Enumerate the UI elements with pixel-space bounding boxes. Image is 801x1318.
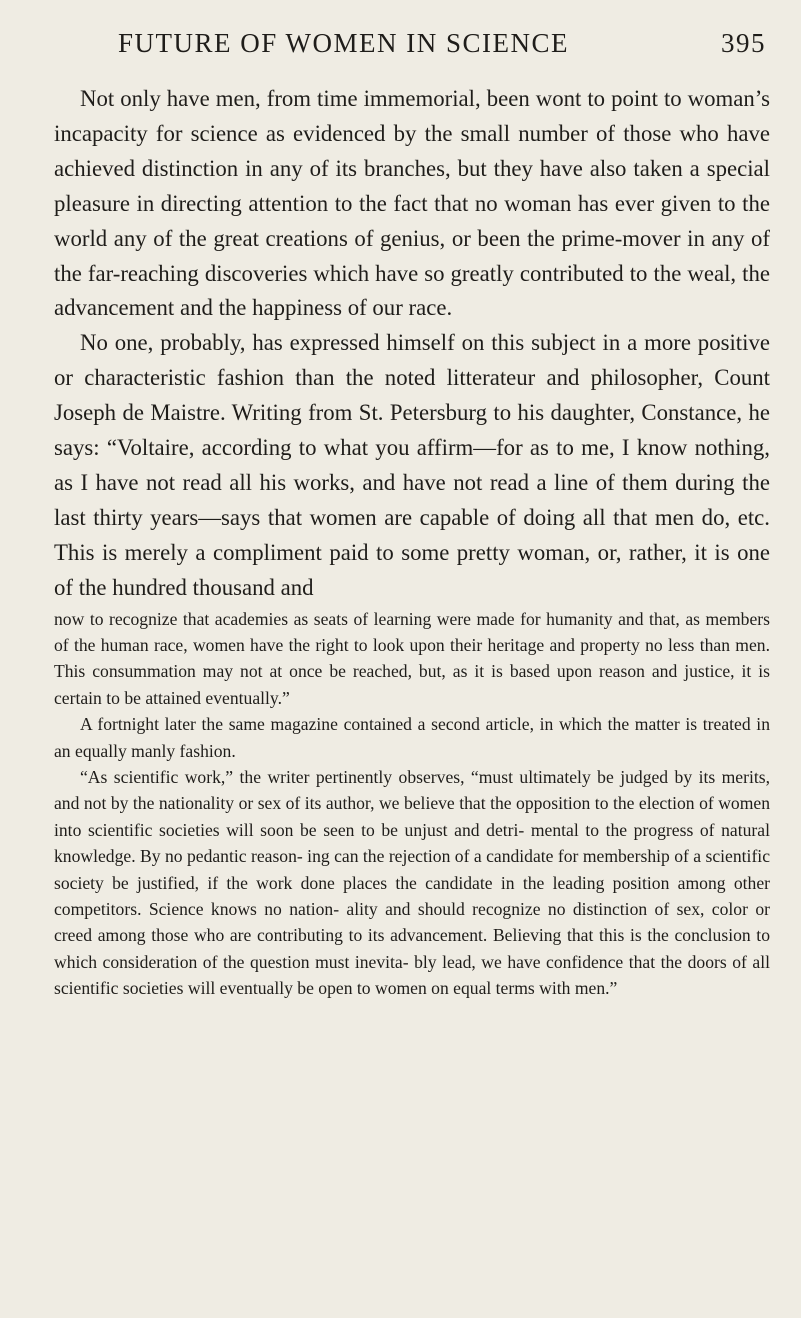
paragraph-2: No one, probably, has expressed himself on this subject in a more positive or characteristic fashion than the noted litterateur and philosopher, Count Joseph de Maistre. Writing from St. Petersburg to his daughter, Constance, he says: “Voltaire, according to what you affirm—for as to me, I know nothing, as I have not read all his works, and have not read a line of them during the last thirty years—says that women are capable of doing all that men do, etc. This is merely a compliment paid to some pretty woman, or, rather, it is one of the hundred thousand and: [54, 330, 770, 600]
main-text-block: [54, 82, 770, 606]
paragraph-5: “As scientific work,” the writer pertinently observes, “must ultimately be judged by its merits, and not by the nationality or sex of its author, we believe that the opposition to the election of women into scientific societies will soon be seen to be unjust and detri- mental to the progress of natural knowledge. By no pedantic reason- ing can the rejection of a candidate for membership of a scientific society be justified, if the work done places the candidate in the leading position among other competitors. Science knows no nation- ality and should recognize no distinction of sex, color or creed among those who are contributing to its advancement. Believing that this is the conclusion to which consideration of the question must inevita- bly lead, we have confidence that the doors of all scientific societies will eventually be open to women on equal terms with men.”: [54, 767, 770, 999]
running-header: [30, 22, 766, 62]
page-number: 395: [721, 28, 766, 58]
running-title: FUTURE OF WOMEN IN SCIENCE: [118, 28, 570, 58]
body-text: [54, 82, 770, 1002]
paragraph-4: A fortnight later the same magazine contained a second article, in which the matter is treated in an equally manly fashion.: [54, 714, 770, 761]
quoted-text-block: [54, 606, 770, 1002]
paragraph-1: Not only have men, from time immemorial, been wont to point to woman’s incapacity for science as evidenced by the small number of those who have achieved distinction in any of its branches, but they have also taken a special pleasure in directing attention to the fact that no woman has ever given to the world any of the great creations of genius, or been the prime-mover in any of the far-reaching discoveries which have so greatly contributed to the weal, the advancement and the happiness of our race.: [54, 86, 770, 321]
paragraph-3: now to recognize that academies as seats of learning were made for humanity and that, as members of the human race, women have the right to look upon their heritage and property no less than men. This consummation may not at once be reached, but, as it is based upon reason and justice, it is certain to be attained eventually.”: [54, 608, 770, 708]
